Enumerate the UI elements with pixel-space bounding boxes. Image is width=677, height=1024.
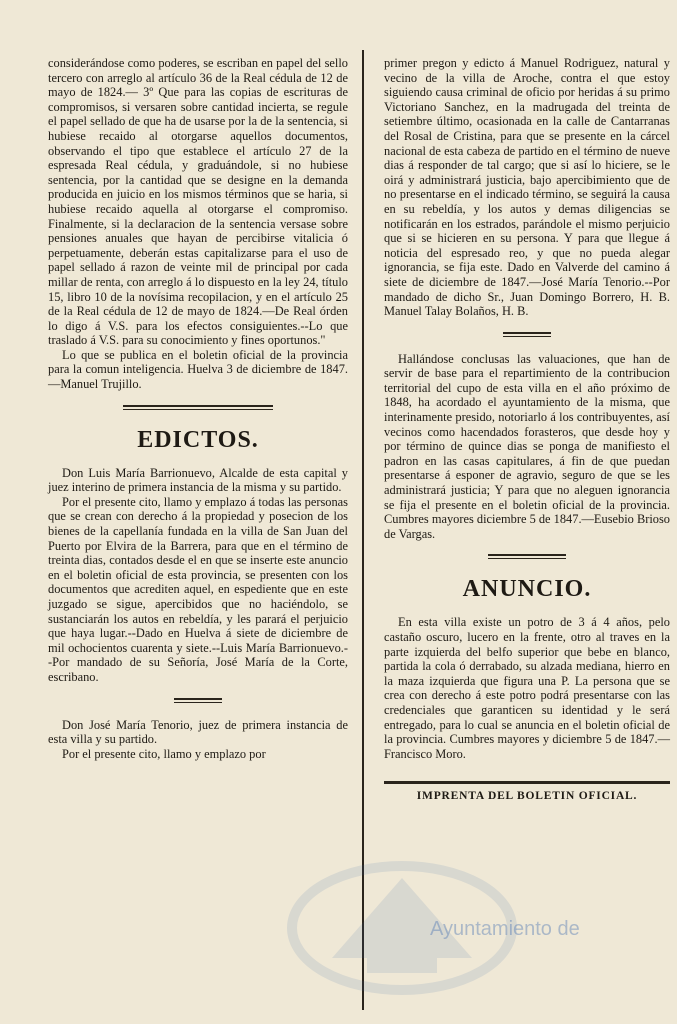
anuncio-heading: ANUNCIO. (462, 576, 592, 603)
column-divider (362, 50, 364, 1010)
edict2-body-start: Por el presente cito, llamo y emplazo por (62, 746, 266, 761)
imprint-rule (384, 781, 670, 784)
edict1-body: Por el presente cito, llamo y emplazo á todas las personas que se crean con derecho á la propiedad y posecion de los bienes de la capellanía fundada en la villa de San Juan del Puerto por Elvira de la Barrera, para que en el término de treinta dias, contados desde el en que se inserte este anuncio en el boletin oficial de esta provincia, se presenten con los documentos que acrediten aquel, en espediente que en este juzgado se sigue, apercibidos que no haciéndolo, se sustanciarán los autos en rebeldía, y les parará el perjuicio que haya lugar.--Dado en Huelva á siete de diciembre de mil ochocientos cuarenta y siete.--Luis María Barrionuevo.--Por mandado de su Señoría, José María de la Corte, escribano. (48, 494, 348, 684)
edict1-header: Don Luis María Barrionuevo, Alcalde de esta capital y juez interino de primera instancia de la misma y su partido. (48, 465, 348, 495)
left-paragraph-publication: Lo que se publica en el boletin oficial de la provincia para la comun inteligencia. Huelva 3 de diciembre de 1847.—Manuel Trujillo. (48, 347, 348, 392)
left-paragraph-decree: considerándose como poderes, se escriban en papel del sello tercero con arreglo al artículo 36 de la Real cédula de 12 de mayo de 1824.— 3º Que para las copias de escrituras de compromisos, si versaren sobre cantidad incierta, se regule el papel sellado de que ha de usarse por la de la sentencia, si hubiese recaido al otorgarse aquellos documentos, observando el tipo que establece el artículo 27 de la espresada Real cédula, y graduándole, si no hubiese sentencia, por la cantidad que se designe en la demanda producida en juicio en los mismos términos que se haria, si hubiese recaido aquella al otorgarse el compromiso. Finalmente, si la declaracion de la sentencia versase sobre pensiones anuales que hayan de percibirse vitalicia ó perpetuamente, deberán estas capitalizarse para el uso de papel sellado á razon de veinte mil de principal por cada millar de renta, con arreglo á lo dispuesto en la ley 24, título 15, libro 10 de la novísima recopilacion, y en el artículo 25 de la Real cédula de 12 de mayo de 1824.—De Real órden lo digo á V.S. para los efectos consiguientes.--Lo que traslado á V.S. para su conocimiento y fines oportunos." (48, 56, 348, 348)
section-rule (123, 404, 273, 413)
notice-separator-rule (503, 331, 551, 340)
edict2-header: Don José María Tenorio, juez de primera instancia de esta villa y su partido. (48, 717, 348, 747)
left-column (48, 56, 348, 761)
section-rule-anuncio (488, 553, 566, 562)
right-column (384, 56, 670, 802)
right-paragraph-edict-continued: primer pregon y edicto á Manuel Rodriguez, natural y vecino de la villa de Aroche, contra el que estoy siguiendo causa criminal de oficio por heridas á su primo Victoriano Sanchez, en la madrugada del treinta de setiembre último, ocasionada en la calle de Cantarranas del Rosal de Cristina, para que se presente en la cárcel nacional de esta cabeza de partido en el término de nueve dias á responder de tal cargo; que si así lo hiciere, se le oirá y administrará justicia, bajo apercibimiento que de no presentarse en el indicado término, se seguirá la causa en su rebeldía, y los autos y demas diligencias se notificarán en los estrados, parándole el mismo perjuicio que si se hicieren en su persona. Y para que llegue á noticia del espresado reo, y que no pueda alegar ignorancia, se fija este. Dado en Valverde del camino á siete de diciembre de 1847.—José María Tenorio.--Por mandado de dicho Sr., Juan Domingo Borrero, H. B. Manuel Talay Bolaños, H. B. (384, 56, 670, 319)
imprint-line: IMPRENTA DEL BOLETIN OFICIAL. (416, 790, 638, 803)
watermark-text: Ayuntamiento de (430, 918, 580, 940)
edict-separator-rule (174, 697, 222, 706)
right-paragraph-foal-notice: En esta villa existe un potro de 3 á 4 años, pelo castaño oscuro, lucero en la frente, otro al traves en la parte izquierda del belfo superior que bebe en blanco, partida la cola ó derrabado, su alzada mediana, hierro en la maza izquierda que figura una P. La persona que se crea con derecho á este potro podrá presentarse con las credenciales que garanticen su identidad y le será entregado, para lo cual se anuncia en el boletin oficial de la provincia. Cumbres mayores y diciembre 5 de 1847.—Francisco Moro. (384, 615, 670, 761)
right-paragraph-valuations: Hallándose conclusas las valuaciones, que han de servir de base para el repartimiento de la contribucion territorial del cupo de esta villa en el año próximo de 1848, ha acordado el ayuntamiento de la misma, que interinamente presido, notoriarlo á los contribuyentes, así vecinos como hacendados forasteros, que desde hoy y por término de quince dias se ponga de manifiesto el padron en las casas capitulares, á fin de que puedan presentarse á esponer de agravio, seguro de que se les administrará justicia; Y para que no aleguen ignorancia se fija el presente en el boletin oficial de la provincia. Cumbres mayores diciembre 5 de 1847.—Eusebio Brioso de Vargas. (384, 351, 670, 541)
edictos-heading: EDICTOS. (137, 426, 259, 453)
